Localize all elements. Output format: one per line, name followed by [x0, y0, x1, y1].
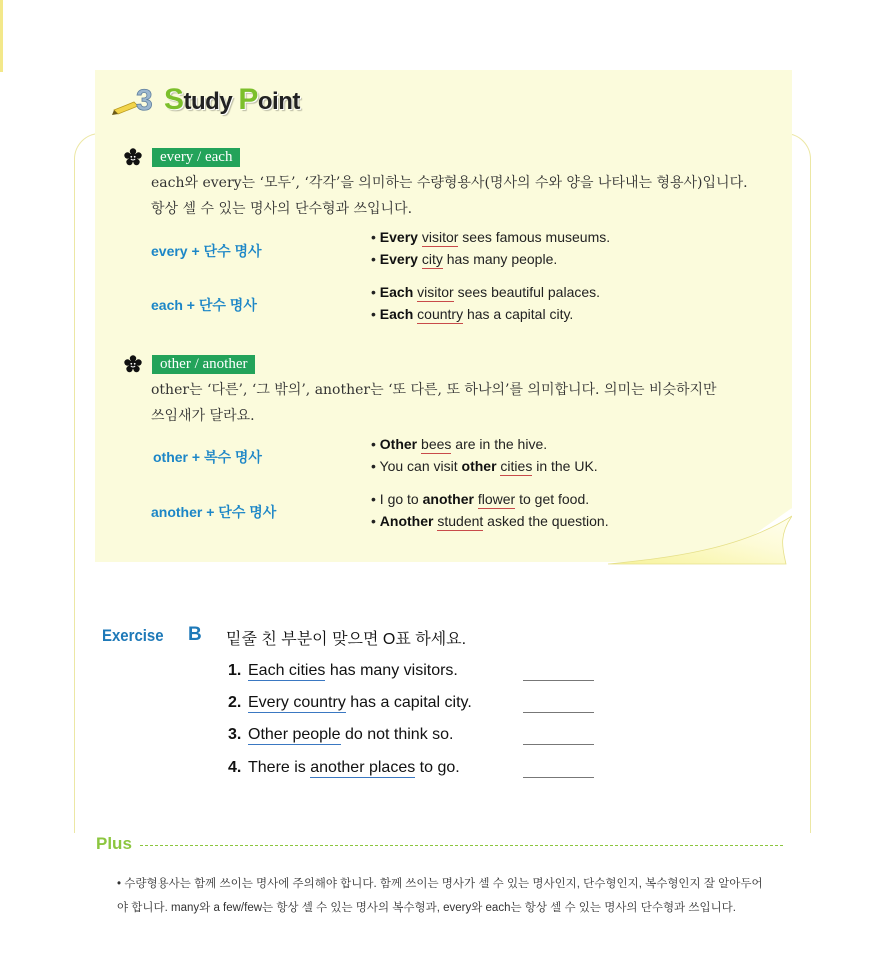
rule-every-singular: every + 단수 명사: [151, 243, 262, 259]
answer-blank[interactable]: [523, 712, 594, 713]
section2-description-line1: other는 ‘다른’, ‘그 밖의’, another는 ‘또 다른, 또 하나의’를 의미합니다. 의미는 비슷하지만: [151, 382, 717, 398]
page-curl: [608, 510, 792, 566]
example-sentence: • Every city has many people.: [371, 251, 558, 267]
example-sentence: • You can visit other cities in the UK.: [371, 458, 598, 474]
example-sentence: • Every visitor sees famous museums.: [371, 229, 611, 245]
example-sentence: • Each visitor sees beautiful palaces.: [371, 284, 601, 300]
answer-blank[interactable]: [523, 744, 594, 745]
study-point-heading: Study Point: [164, 83, 300, 116]
answer-blank[interactable]: [523, 680, 594, 681]
exercise-instruction: 밑줄 친 부분이 맞으면 O표 하세요.: [226, 631, 467, 648]
answer-blank[interactable]: [523, 777, 594, 778]
rule-other-plural: other + 복수 명사: [153, 449, 262, 465]
exercise-title: Exercise: [102, 626, 164, 645]
section-label-every-each: every / each: [152, 148, 240, 167]
exercise-letter: B: [188, 624, 202, 645]
flower-bullet-icon: [124, 355, 142, 373]
rule-another-singular: another + 단수 명사: [151, 504, 277, 520]
study-point-title: [112, 80, 300, 120]
example-sentence: • I go to another flower to get food.: [371, 491, 590, 507]
plus-divider: [140, 845, 783, 846]
example-sentence: • Another student asked the question.: [371, 513, 609, 529]
example-sentence: • Other bees are in the hive.: [371, 436, 548, 452]
exercise-question: 1. Each cities has many visitors.: [228, 662, 458, 679]
number-3-pencil-icon: [112, 82, 162, 118]
example-sentence: • Each country has a capital city.: [371, 306, 574, 322]
exercise-question: 4. There is another places to go.: [228, 759, 460, 776]
section2-description-line2: 쓰임새가 달라요.: [151, 408, 255, 424]
section1-description-line1: each와 every는 ‘모두’, ‘각각’을 의미하는 수량형용사(명사의 수와 양을 나타내는 형용사)입니다.: [151, 175, 748, 191]
page-edge-strip: [0, 0, 3, 72]
plus-heading: Plus: [96, 834, 132, 853]
exercise-question: 2. Every country has a capital city.: [228, 694, 472, 711]
section1-description-line2: 항상 셀 수 있는 명사의 단수형과 쓰입니다.: [151, 201, 413, 217]
flower-bullet-icon: [124, 148, 142, 166]
rule-each-singular: each + 단수 명사: [151, 297, 257, 313]
svg-text:3: 3: [136, 84, 153, 117]
section-label-other-another: other / another: [152, 355, 255, 374]
plus-note-line1: • 수량형용사는 함께 쓰이는 명사에 주의해야 합니다. 함께 쓰이는 명사가 셀 수 있는 명사인지, 단수형인지, 복수형인지 잘 알아두어: [117, 878, 763, 890]
plus-note-line2: 야 합니다. many와 a few/few는 항상 셀 수 있는 명사의 복수형과, every와 each는 항상 셀 수 있는 명사의 단수형과 쓰입니다.: [117, 902, 736, 914]
exercise-question: 3. Other people do not think so.: [228, 726, 454, 743]
